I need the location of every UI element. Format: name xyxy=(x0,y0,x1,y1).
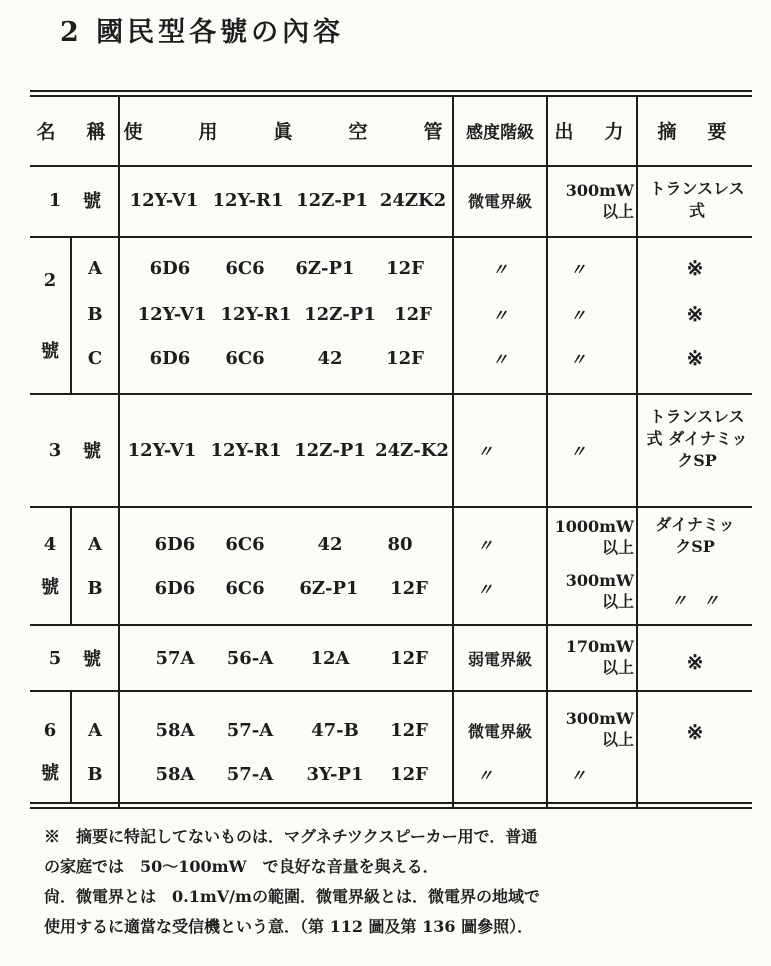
table-bottom-rule xyxy=(30,802,752,804)
tube: 6D6 xyxy=(154,533,196,555)
header-output: 出 力 xyxy=(554,120,630,143)
footnotes xyxy=(44,822,744,942)
sensitivity-value: 弱電界級 xyxy=(467,649,532,669)
tube: 12Z-P1 xyxy=(296,189,368,211)
output-value: 〃 xyxy=(569,765,586,785)
sensitivity-value: 〃 xyxy=(491,305,508,325)
sensitivity-value: 〃 xyxy=(491,259,508,279)
tube: 12F xyxy=(394,303,432,325)
variant-rule-4 xyxy=(70,507,72,624)
tube: 12F xyxy=(390,719,428,741)
tube: 6C6 xyxy=(225,577,265,599)
page-title: 2 國民型各號の內容 xyxy=(60,17,345,48)
tube: 58A xyxy=(155,719,195,741)
group-number: 4 xyxy=(43,533,57,555)
tube: 57-A xyxy=(226,763,274,785)
tube: 47-B xyxy=(311,719,359,741)
tube: 80 xyxy=(387,533,413,555)
sensitivity-value: 微電界級 xyxy=(467,191,532,211)
tube: 6C6 xyxy=(225,533,265,555)
tube: 42 xyxy=(317,347,343,369)
tube: 12Y-R1 xyxy=(220,303,292,325)
header-sensitivity: 感度階級 xyxy=(466,122,534,143)
tube: 57-A xyxy=(226,719,274,741)
group-rule-5 xyxy=(30,690,752,692)
output-value: 300mW 以上 xyxy=(565,181,634,221)
footnote-line: ※ 摘要に特記してないものは．マグネチツクスピーカー用で．普通 xyxy=(44,827,538,846)
group-rule-4 xyxy=(30,624,752,626)
tube: 58A xyxy=(155,763,195,785)
tube: 12Y-V1 xyxy=(129,189,199,211)
output-value: 〃 xyxy=(569,349,586,369)
output-value: 170mW 以上 xyxy=(565,637,634,677)
variant-label: A xyxy=(88,257,102,279)
sensitivity-value: 〃 xyxy=(476,579,493,599)
sensitivity-value: 〃 xyxy=(476,765,493,785)
remarks-value: ※ xyxy=(686,720,704,744)
header-rule xyxy=(30,165,752,167)
output-value: 300mW 以上 xyxy=(565,709,634,749)
tube: 12F xyxy=(386,257,424,279)
tube: 56-A xyxy=(226,647,274,669)
group-rule-2 xyxy=(30,393,752,395)
variant-label: B xyxy=(87,577,103,599)
tube: 6D6 xyxy=(149,257,191,279)
footnote-line: 使用するに適當な受信機という意．（第 112 圖及第 136 圖參照）． xyxy=(44,917,534,936)
output-value: 〃 xyxy=(569,305,586,325)
sensitivity-value: 〃 xyxy=(491,349,508,369)
output-value: 1000mW 以上 xyxy=(554,517,634,557)
group-number: 2 xyxy=(43,269,57,291)
tube: 3Y-P1 xyxy=(306,763,364,785)
sensitivity-value: 微電界級 xyxy=(467,721,532,741)
group-rule-1 xyxy=(30,236,752,238)
header-tubes: 使 用 眞 空 管 xyxy=(123,120,449,143)
variant-label: B xyxy=(87,303,103,325)
group-suffix: 號 xyxy=(83,649,101,670)
output-value: 300mW 以上 xyxy=(565,571,634,611)
table-top-rule xyxy=(30,90,752,92)
tube: 12A xyxy=(310,647,350,669)
tube: 24ZK2 xyxy=(379,189,447,211)
group-number: 1 xyxy=(48,189,62,211)
remarks-value: ダイナミックSP xyxy=(655,515,735,556)
sensitivity-value: 〃 xyxy=(476,535,493,555)
output-value: 〃 xyxy=(569,259,586,279)
footnote-line: 尙．微電界とは 0.1mV/mの範圍．微電界級とは．微電界の地域で xyxy=(44,887,540,906)
tube: 12Y-R1 xyxy=(210,439,282,461)
output-value: 〃 xyxy=(569,441,586,461)
tube: 6D6 xyxy=(149,347,191,369)
tube: 12F xyxy=(386,347,424,369)
remarks-value: ※ xyxy=(686,346,704,370)
variant-label: B xyxy=(87,763,103,785)
tube: 6Z-P1 xyxy=(299,577,359,599)
footnote-line: の家庭では 50〜100mW で良好な音量を與える． xyxy=(44,857,439,876)
group-rule-3 xyxy=(30,506,752,508)
group-suffix: 號 xyxy=(83,441,101,462)
remarks-value: ※ xyxy=(686,302,704,326)
tube: 12Y-V1 xyxy=(137,303,207,325)
group-suffix: 號 xyxy=(41,577,59,598)
table-top-rule-2 xyxy=(30,95,752,97)
tube: 57A xyxy=(155,647,195,669)
header-name: 名 稱 xyxy=(36,120,112,143)
group-suffix: 號 xyxy=(41,341,59,362)
header-remarks: 摘 要 xyxy=(657,120,733,143)
remarks-value: トランスレス式 ダイナミックSP xyxy=(646,407,748,470)
table-bottom-rule-2 xyxy=(30,807,752,809)
tube: 6Z-P1 xyxy=(295,257,355,279)
col-rule-output xyxy=(636,95,638,807)
variant-label: A xyxy=(88,719,102,741)
group-number: 3 xyxy=(48,439,62,461)
tube: 12F xyxy=(390,763,428,785)
tube: 6D6 xyxy=(154,577,196,599)
remarks-value: トランスレス式 xyxy=(649,179,745,220)
tube: 12Z-P1 xyxy=(304,303,376,325)
remarks-value: ※ xyxy=(686,650,704,674)
remarks-value: ※ xyxy=(686,256,704,280)
variant-label: A xyxy=(88,533,102,555)
group-number: 6 xyxy=(43,719,57,741)
group-number: 5 xyxy=(48,647,62,669)
tube: 6C6 xyxy=(225,347,265,369)
group-suffix: 號 xyxy=(41,763,59,784)
tube: 12Y-R1 xyxy=(212,189,284,211)
variant-label: C xyxy=(87,347,103,369)
tube: 12Z-P1 xyxy=(294,439,366,461)
tube: 12F xyxy=(390,577,428,599)
group-suffix: 號 xyxy=(83,191,101,212)
tube: 12F xyxy=(390,647,428,669)
remarks-value: 〃 〃 xyxy=(670,590,719,610)
tube: 6C6 xyxy=(225,257,265,279)
tube: 24Z-K2 xyxy=(375,439,449,461)
tube: 42 xyxy=(317,533,343,555)
tube: 12Y-V1 xyxy=(127,439,197,461)
sensitivity-value: 〃 xyxy=(476,441,493,461)
